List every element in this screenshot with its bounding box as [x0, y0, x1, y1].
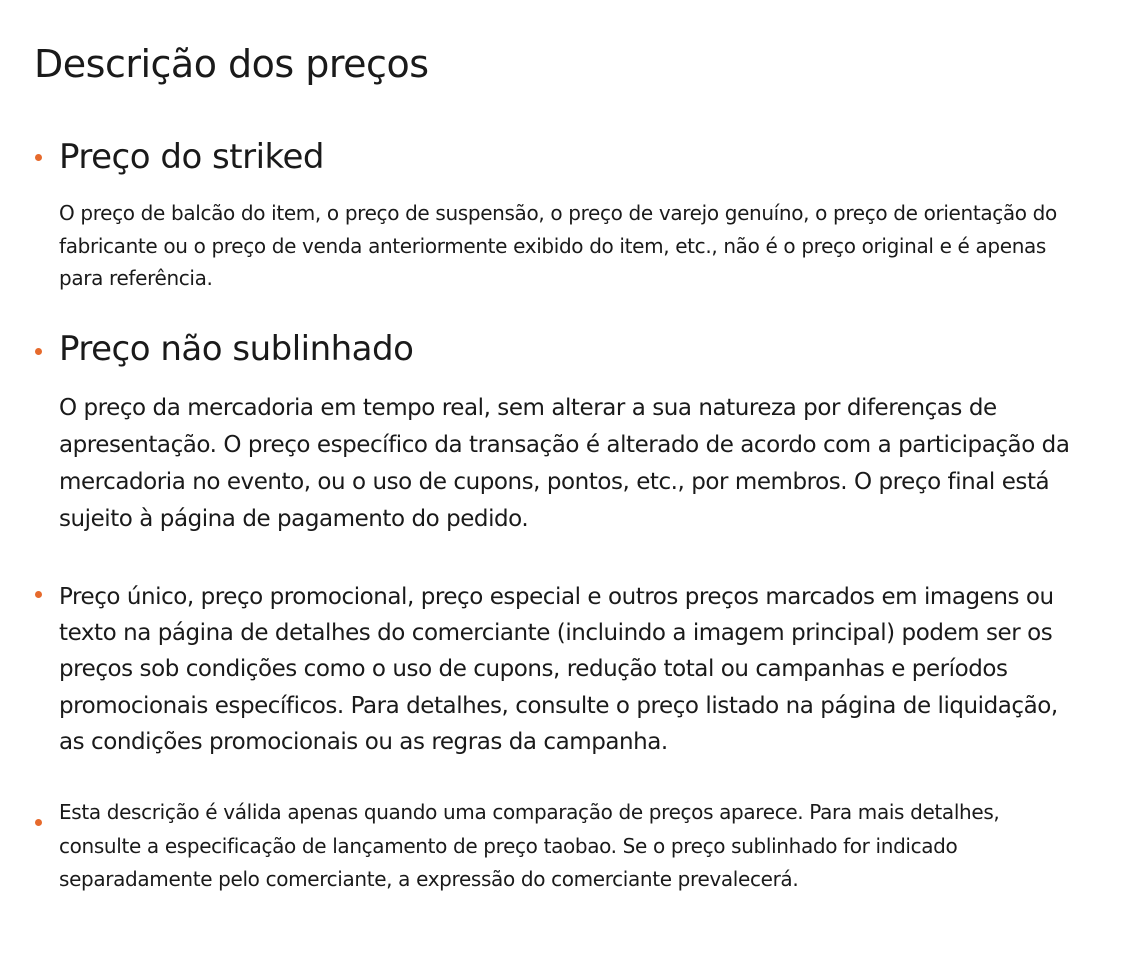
note-promotional-prices: Preço único, preço promocional, preço especial e outros preços marcados em imagens ou texto na página de detalhes do comerciante (incluindo a imagem principal) podem ser os preços sob condições como o uso de cupons, redução total ou campanhas e períodos promocionais específicos. Para detalhes, consulte o preço listado na página de liquidação, as condições promocionais ou as regras da campanha.	[59, 584, 1058, 755]
section-heading-non-underlined-price: Preço não sublinhado	[59, 329, 414, 369]
bullet-icon	[35, 819, 42, 826]
bullet-icon	[35, 348, 42, 355]
bullet-icon	[35, 154, 42, 161]
bullet-icon	[35, 591, 42, 598]
section-text-striked-price: O preço de balcão do item, o preço de suspensão, o preço de varejo genuíno, o preço de orientação do fabricante ou o preço de venda anteriormente exibido do item, etc., não é o preço original e é apenas para referência.	[59, 201, 1057, 290]
note-validity: Esta descrição é válida apenas quando uma comparação de preços aparece. Para mais detalhes, consulte a especificação de lançamento de preço taobao. Se o preço sublinhado for indicado separadamente pelo comerciante, a expressão do comerciante prevalecerá.	[59, 800, 1000, 891]
page-title: Descrição dos preços	[34, 42, 429, 86]
section-text-non-underlined-price: O preço da mercadoria em tempo real, sem alterar a sua natureza por diferenças de apresentação. O preço específico da transação é alterado de acordo com a participação da mercadoria no evento, ou o uso de cupons, pontos, etc., por membros. O preço final está sujeito à página de pagamento do pedido.	[59, 395, 1070, 532]
section-heading-striked-price: Preço do striked	[59, 137, 324, 177]
